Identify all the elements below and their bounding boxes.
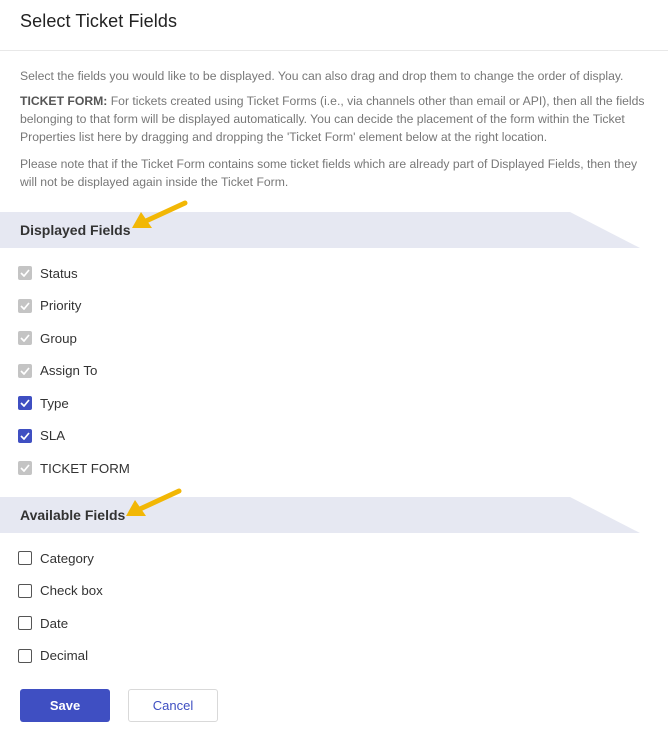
displayed-field-type[interactable] — [18, 393, 69, 413]
dialog-header — [0, 0, 668, 51]
available-field-date[interactable] — [18, 613, 68, 633]
displayed-fields-title: Displayed Fields — [20, 222, 131, 238]
ticket-form-text: For tickets created using Ticket Forms (i.e., via channels other than email or API), then all the fields belonging to that form will be displayed automatically. You can decide the placement of the form within the Ticket Properties list here by dragging and dropping the 'Ticket Form' element below at the right location. — [20, 94, 645, 144]
checkbox[interactable] — [18, 429, 32, 443]
field-label: Priority — [40, 298, 82, 313]
available-fields-title: Available Fields — [20, 507, 126, 523]
displayed-field-ticket-form[interactable] — [18, 458, 130, 478]
displayed-field-sla[interactable] — [18, 426, 65, 446]
field-label: TICKET FORM — [40, 460, 130, 476]
checkmark-icon — [20, 334, 30, 342]
field-label: Assign To — [40, 363, 98, 378]
checkmark-icon — [20, 464, 30, 472]
field-label: Type — [40, 395, 69, 411]
checkbox[interactable] — [18, 616, 32, 630]
field-label: Group — [40, 330, 77, 346]
arrow-pointer-icon — [122, 484, 186, 520]
checkbox — [18, 266, 32, 280]
field-label: SLA — [40, 428, 66, 443]
checkbox[interactable] — [18, 396, 32, 410]
checkbox — [18, 364, 32, 378]
checkmark-icon — [20, 367, 30, 375]
checkbox — [18, 299, 32, 313]
available-fields-header — [0, 497, 640, 533]
available-field-check-box[interactable] — [18, 581, 103, 601]
ticket-form-label: TICKET FORM: — [20, 94, 108, 108]
checkbox — [18, 331, 32, 345]
checkbox[interactable] — [18, 551, 32, 565]
checkmark-icon — [20, 432, 30, 440]
field-label: Date — [40, 615, 69, 631]
cancel-button[interactable]: Cancel — [128, 689, 218, 722]
checkbox[interactable] — [18, 584, 32, 598]
checkmark-icon — [20, 302, 30, 310]
displayed-field-assign-to[interactable] — [18, 361, 97, 381]
checkbox[interactable] — [18, 649, 32, 663]
checkmark-icon — [20, 269, 30, 277]
arrow-pointer-icon — [128, 196, 192, 232]
available-field-category[interactable] — [18, 548, 94, 568]
field-label: Decimal — [40, 648, 89, 663]
intro-text: Select the fields you would like to be displayed. You can also drag and drop them to change the order of display. — [20, 69, 624, 83]
note-text: Please note that if the Ticket Form contains some ticket fields which are already part of Displayed Fields, then they will not be displayed again inside the Ticket Form. — [20, 157, 638, 189]
checkbox — [18, 461, 32, 475]
displayed-fields-header — [0, 212, 640, 248]
displayed-field-priority[interactable] — [18, 296, 81, 316]
save-button[interactable]: Save — [20, 689, 110, 722]
field-label: Status — [40, 265, 78, 281]
ticket-form-description — [20, 92, 650, 146]
dialog-title: Select Ticket Fields — [20, 11, 178, 31]
displayed-field-group[interactable] — [18, 328, 77, 348]
available-field-decimal[interactable] — [18, 646, 88, 666]
field-label: Category — [40, 550, 94, 566]
checkmark-icon — [20, 399, 30, 407]
displayed-field-status[interactable] — [18, 263, 78, 283]
field-label: Check box — [40, 583, 103, 598]
